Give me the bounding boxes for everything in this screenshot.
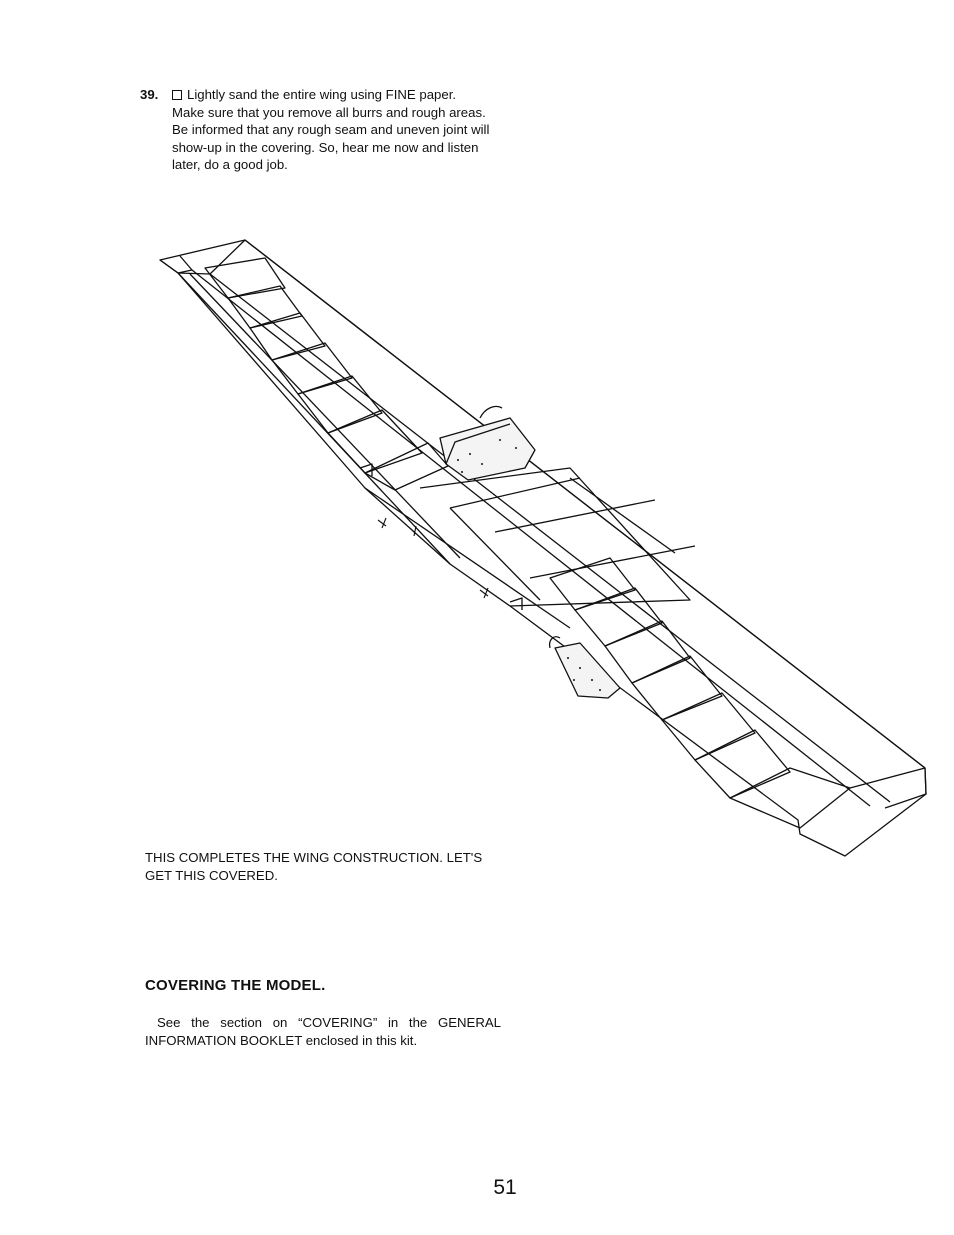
step-39 xyxy=(140,86,500,174)
covering-body: See the section on “COVERING” in the GENERAL INFORMATION BOOKLET enclosed in this kit. xyxy=(145,1015,501,1048)
step-line: show-up in the covering. So, hear me now and listen xyxy=(172,139,479,155)
wing-sanding-illustration xyxy=(150,228,940,864)
step-line: Make sure that you remove all burrs and rough areas. xyxy=(172,104,486,120)
checkbox-icon[interactable] xyxy=(172,90,182,100)
step-line: later, do a good job. xyxy=(172,157,288,173)
step-instructions xyxy=(172,86,500,174)
page-number: 51 xyxy=(493,1176,517,1199)
completion-line: GET THIS COVERED. xyxy=(145,867,278,883)
completion-note xyxy=(145,849,505,884)
step-number: 39. xyxy=(140,87,159,102)
completion-line: THIS COMPLETES THE WING CONSTRUCTION. LET'S xyxy=(145,850,483,865)
step-line: Lightly sand the entire wing using FINE paper. xyxy=(172,86,500,104)
step-line: Be informed that any rough seam and uneven joint will xyxy=(172,122,490,138)
covering-heading: COVERING THE MODEL. xyxy=(145,977,326,994)
